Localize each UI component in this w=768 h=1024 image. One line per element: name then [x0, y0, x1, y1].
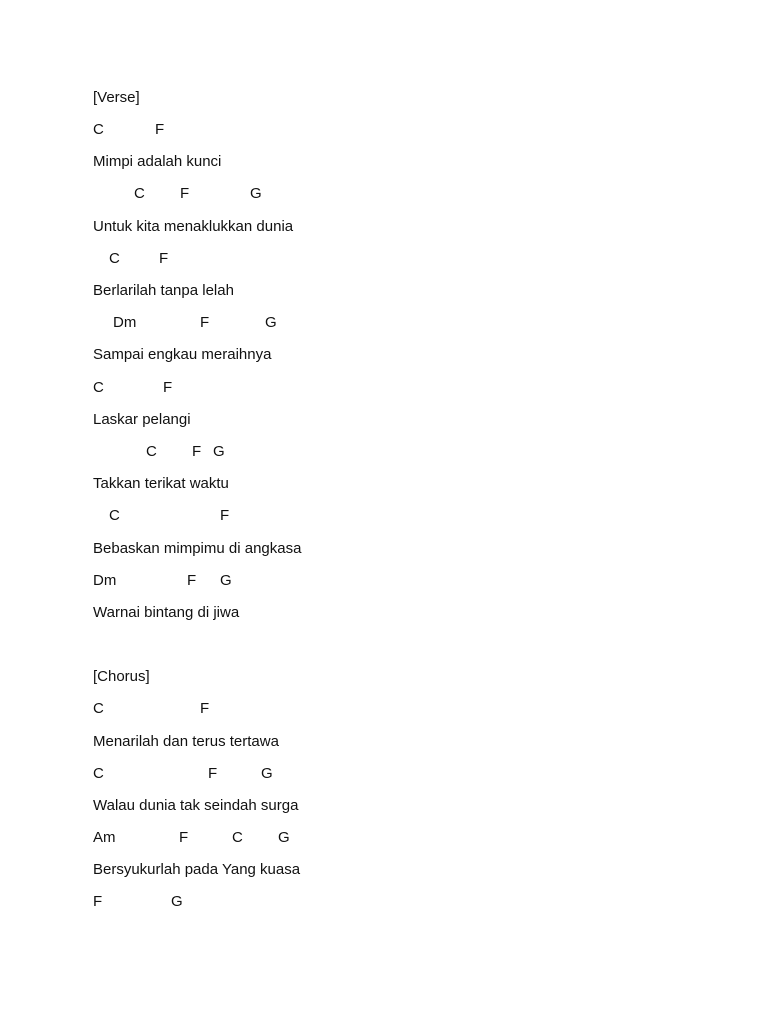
- chord: F: [155, 121, 165, 138]
- lyric-line: Bersyukurlah pada Yang kuasa: [93, 861, 301, 878]
- chord: C: [93, 379, 104, 396]
- chord: C: [232, 829, 243, 846]
- chord: C: [93, 765, 104, 782]
- chord: Dm: [93, 572, 117, 589]
- chord: F: [220, 507, 230, 524]
- lyric-line: Untuk kita menaklukkan dunia: [93, 218, 294, 235]
- lyric-line: Mimpi adalah kunci: [93, 153, 222, 170]
- chord: G: [250, 185, 262, 202]
- lyric-line: Menarilah dan terus tertawa: [93, 733, 279, 750]
- chord: F: [187, 572, 197, 589]
- section-header-chorus: [Chorus]: [93, 668, 150, 685]
- chord: F: [200, 314, 210, 331]
- chord: F: [192, 443, 202, 460]
- chord: C: [109, 250, 120, 267]
- chord: C: [134, 185, 145, 202]
- chord: G: [265, 314, 277, 331]
- chord: F: [208, 765, 218, 782]
- chord: G: [213, 443, 225, 460]
- chord: F: [93, 893, 103, 910]
- chord: F: [179, 829, 189, 846]
- chord: C: [93, 700, 104, 717]
- chord: F: [163, 379, 173, 396]
- chord: Am: [93, 829, 116, 846]
- lyric-line: Bebaskan mimpimu di angkasa: [93, 540, 302, 557]
- chord: C: [109, 507, 120, 524]
- chord: G: [278, 829, 290, 846]
- lyric-line: Berlarilah tanpa lelah: [93, 282, 234, 299]
- chord: G: [220, 572, 232, 589]
- section-header-verse: [Verse]: [93, 89, 140, 106]
- lyric-line: Sampai engkau meraihnya: [93, 346, 272, 363]
- chord: F: [200, 700, 210, 717]
- chord: F: [180, 185, 190, 202]
- chord: C: [93, 121, 104, 138]
- lyric-line: Laskar pelangi: [93, 411, 191, 428]
- lyric-line: Walau dunia tak seindah surga: [93, 797, 299, 814]
- chord: F: [159, 250, 169, 267]
- chord: Dm: [113, 314, 137, 331]
- chord: G: [261, 765, 273, 782]
- chord: C: [146, 443, 157, 460]
- lyric-line: Warnai bintang di jiwa: [93, 604, 240, 621]
- chord: G: [171, 893, 183, 910]
- lyric-line: Takkan terikat waktu: [93, 475, 229, 492]
